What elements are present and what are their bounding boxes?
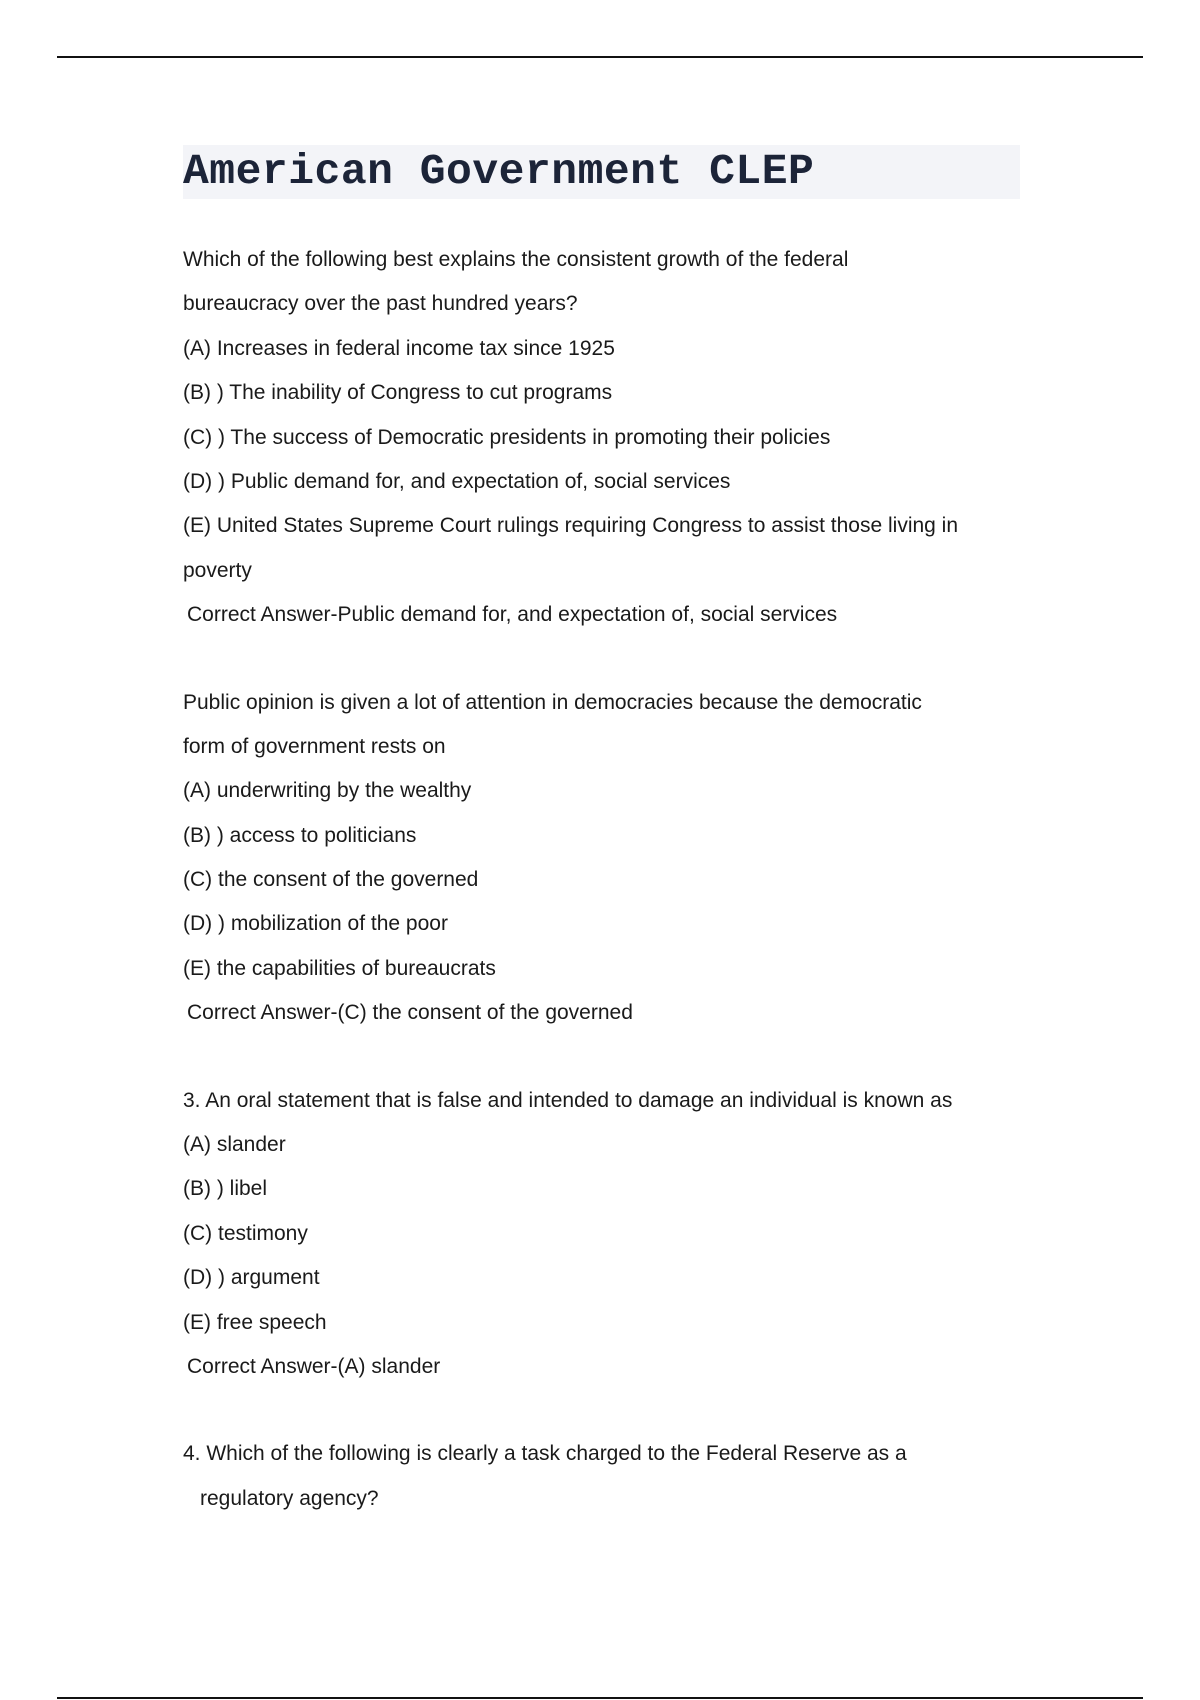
- question-3-option-e: (E) free speech: [183, 1310, 327, 1334]
- question-4: [183, 1432, 1023, 1521]
- question-1-correct-answer: Correct Answer-Public demand for, and expectation of, social services: [187, 603, 838, 627]
- question-2-option-d: (D) ) mobilization of the poor: [183, 912, 448, 936]
- question-3-option-c: (C) testimony: [183, 1221, 308, 1245]
- question-1: [183, 238, 1023, 638]
- question-1-option-b: (B) ) The inability of Congress to cut programs: [183, 381, 613, 405]
- question-4-stem-line-2: regulatory agency?: [200, 1486, 379, 1510]
- question-2-option-e: (E) the capabilities of bureaucrats: [183, 956, 496, 980]
- footer-rule: [57, 1697, 1143, 1699]
- question-spacer: [183, 1389, 1023, 1432]
- question-1-option-e-continued: poverty: [183, 558, 252, 582]
- question-3-option-a: (A) slander: [183, 1133, 286, 1157]
- question-2-option-a: (A) underwriting by the wealthy: [183, 779, 472, 803]
- question-2-option-c: (C) the consent of the governed: [183, 868, 479, 892]
- question-spacer: [183, 1036, 1023, 1079]
- question-list: [183, 238, 1023, 1521]
- question-4-stem-line-1: 4. Which of the following is clearly a task charged to the Federal Reserve as a: [183, 1442, 907, 1466]
- question-2-option-b: (B) ) access to politicians: [183, 823, 417, 847]
- question-1-option-c: (C) ) The success of Democratic presidents in promoting their policies: [183, 425, 831, 449]
- question-1-option-a: (A) Increases in federal income tax since 1925: [183, 336, 615, 360]
- question-spacer: [183, 638, 1023, 681]
- question-2-stem-line-2: form of government rests on: [183, 734, 446, 758]
- question-1-option-e: (E) United States Supreme Court rulings requiring Congress to assist those living in: [183, 514, 959, 538]
- question-3-stem-line-1: 3. An oral statement that is false and intended to damage an individual is known as: [183, 1088, 953, 1112]
- question-3-option-d: (D) ) argument: [183, 1266, 320, 1290]
- question-1-stem-line-1: Which of the following best explains the consistent growth of the federal: [183, 248, 849, 271]
- document-title: American Government CLEP: [183, 147, 815, 196]
- header-rule: [57, 56, 1143, 58]
- question-3: [183, 1079, 1023, 1390]
- question-1-option-d: (D) ) Public demand for, and expectation of, social services: [183, 469, 731, 493]
- question-3-correct-answer: Correct Answer-(A) slander: [187, 1354, 441, 1378]
- question-3-option-b: (B) ) libel: [183, 1177, 268, 1201]
- question-2: [183, 681, 1023, 1036]
- question-2-correct-answer: Correct Answer-(C) the consent of the governed: [187, 1001, 633, 1025]
- question-1-stem-line-2: bureaucracy over the past hundred years?: [183, 292, 578, 316]
- question-2-stem-line-1: Public opinion is given a lot of attention in democracies because the democratic: [183, 690, 922, 714]
